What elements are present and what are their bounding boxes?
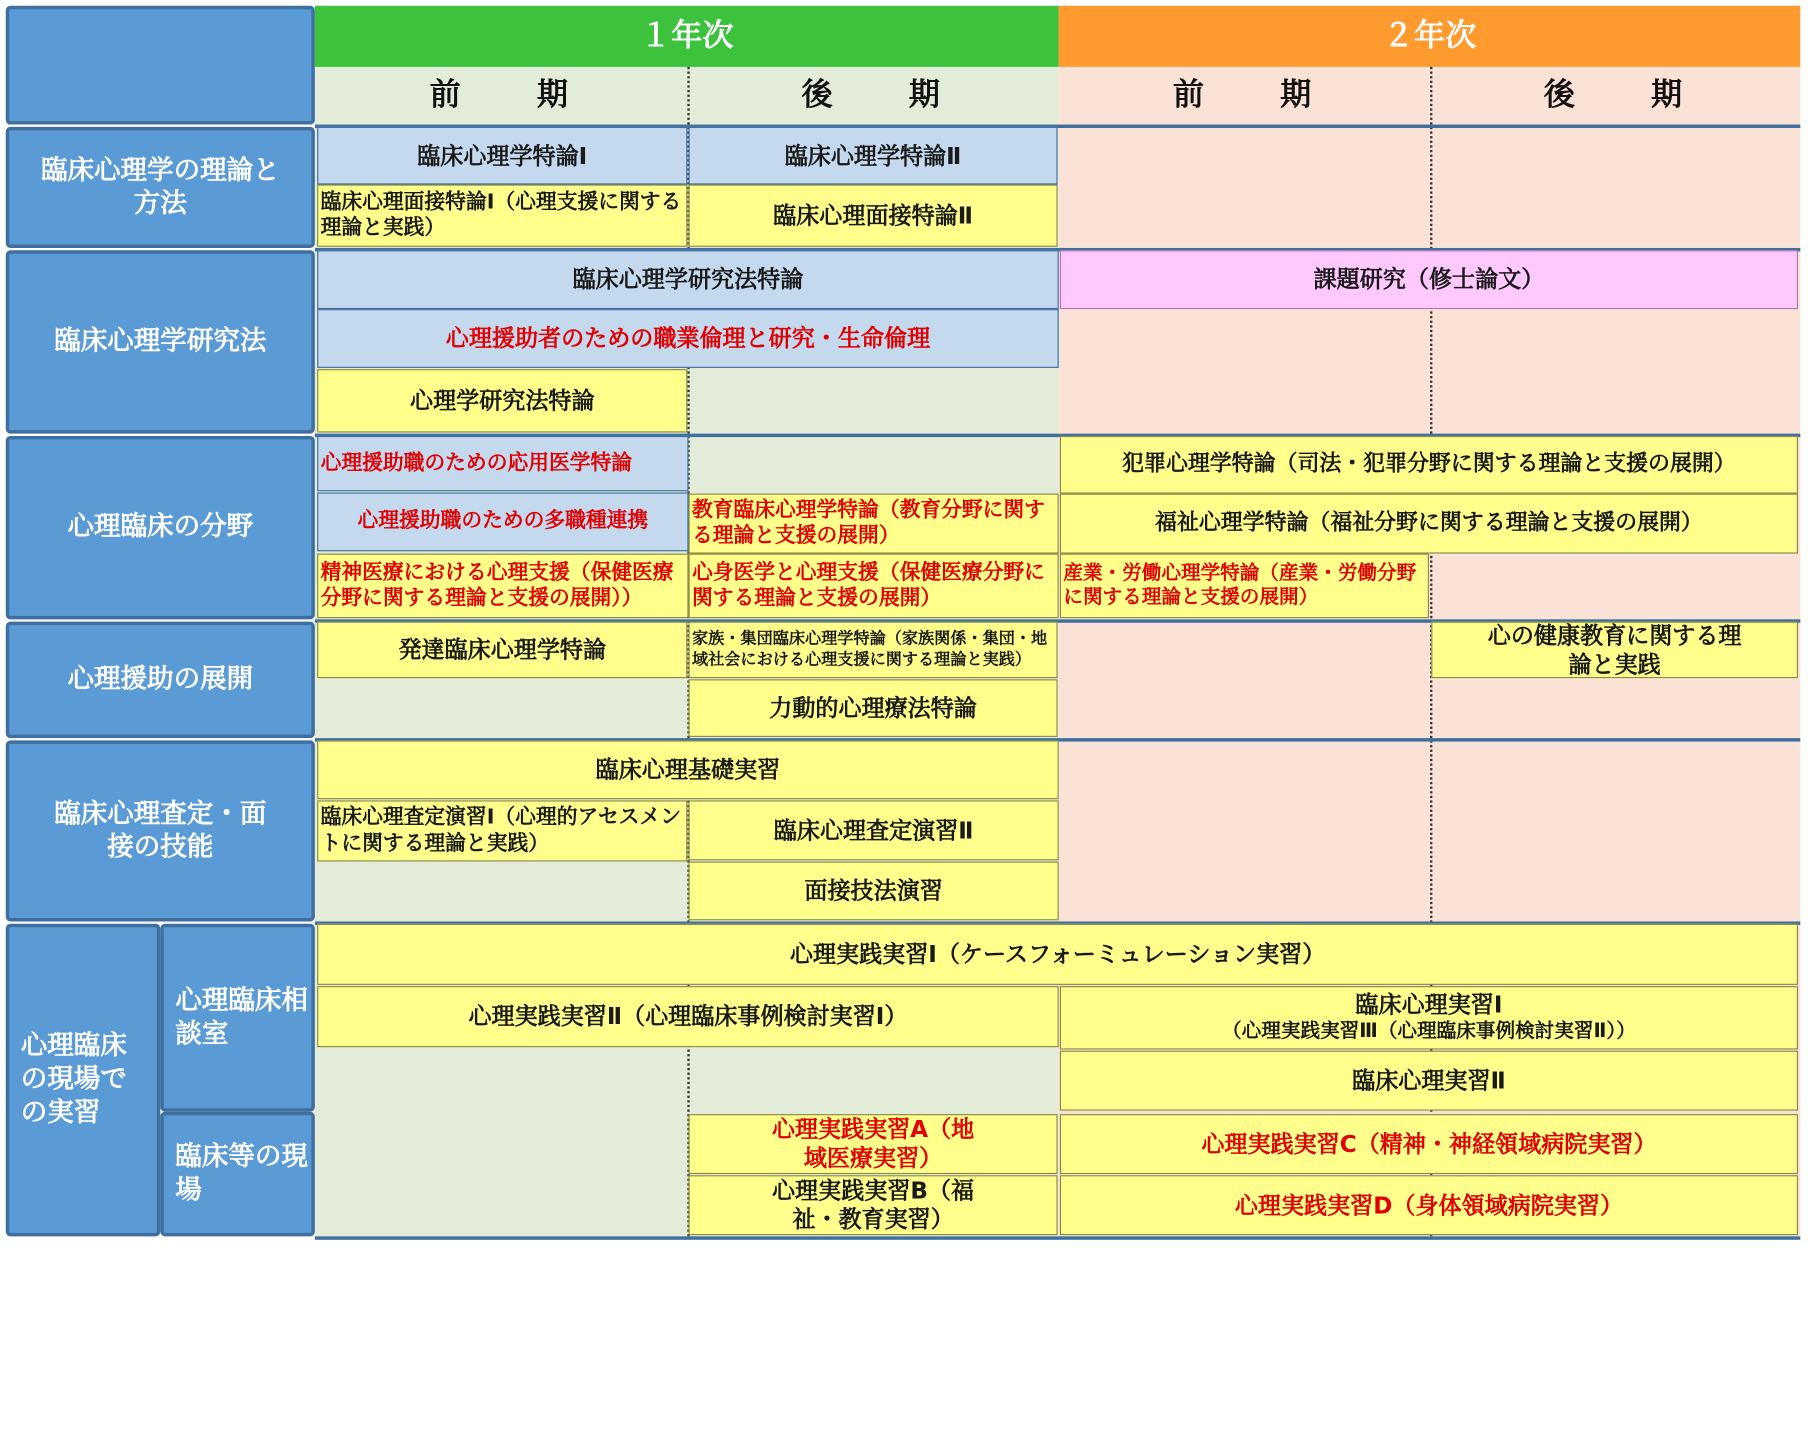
year2-header: ２年次 [1059, 6, 1801, 67]
course-education: 教育臨床心理学特論（教育分野に関する理論と支援の展開） [689, 494, 1059, 554]
course-ethics: 心理援助者のための職業倫理と研究・生命倫理 [317, 309, 1059, 368]
course-basic-practice: 臨床心理基礎実習 [317, 740, 1059, 799]
course-dynamic: 力動的心理療法特論 [689, 679, 1058, 737]
course-development: 発達臨床心理学特論 [317, 622, 687, 679]
category-practice-room: 心理臨床相談室 [160, 924, 315, 1112]
year1-header: １年次 [315, 6, 1059, 67]
course-welfare: 福祉心理学特論（福祉分野に関する理論と支援の展開） [1060, 494, 1798, 554]
course-mental-health: 心の健康教育に関する理論と実践 [1431, 622, 1798, 679]
corner-header [6, 6, 315, 125]
category-practice: 心理臨床の現場での実習 [6, 924, 161, 1237]
course-thesis: 課題研究（修士論文） [1060, 250, 1798, 309]
section-line [315, 1236, 1800, 1239]
course-interview1: 臨床心理面接特論Ⅰ（心理支援に関する理論と実践） [317, 185, 687, 247]
course-clinical1-title: 臨床心理実習Ⅰ [1355, 991, 1503, 1019]
course-multi-job: 心理援助職のための多職種連携 [317, 492, 688, 551]
course-psychiatry: 精神医療における心理支援（保健医療分野に関する理論と支援の展開）） [317, 554, 688, 619]
course-theory1: 臨床心理学特論Ⅰ [317, 127, 687, 185]
category-assistance: 心理援助の展開 [6, 622, 315, 738]
course-practice1: 心理実践実習Ⅰ（ケースフォーミュレーション実習） [317, 924, 1798, 985]
category-practice-field: 臨床等の現場 [160, 1112, 315, 1237]
category-research: 臨床心理学研究法 [6, 250, 315, 433]
course-interview-skill: 面接技法演習 [689, 862, 1059, 921]
category-theory: 臨床心理学の理論と方法 [6, 127, 315, 248]
course-research-method: 臨床心理学研究法特論 [317, 250, 1059, 309]
category-assessment: 臨床心理査定・面接の技能 [6, 740, 315, 921]
course-crime: 犯罪心理学特論（司法・犯罪分野に関する理論と支援の展開） [1060, 436, 1798, 494]
course-clinical1-subtitle: （心理実践実習Ⅲ（心理臨床事例検討実習Ⅱ）） [1222, 1019, 1636, 1044]
term-y1-first: 前 期 [429, 77, 573, 114]
course-practice-a: 心理実践実習A（地域医療実習） [689, 1114, 1058, 1174]
course-assess2: 臨床心理査定演習Ⅱ [689, 800, 1059, 860]
course-practice-c: 心理実践実習C（精神・神経領域病院実習） [1060, 1114, 1798, 1174]
course-psy-research: 心理学研究法特論 [317, 369, 687, 432]
course-theory2: 臨床心理学特論Ⅱ [689, 127, 1058, 185]
course-applied-medicine: 心理援助職のための応用医学特論 [317, 436, 688, 491]
course-assess1: 臨床心理査定演習Ⅰ（心理的アセスメントに関する理論と実践） [317, 800, 687, 861]
course-industry: 産業・労働心理学特論（産業・労働分野に関する理論と支援の展開） [1060, 554, 1429, 619]
course-interview2: 臨床心理面接特論Ⅱ [689, 185, 1058, 247]
course-practice-d: 心理実践実習D（身体領域病院実習） [1060, 1175, 1798, 1235]
course-practice2: 心理実践実習Ⅱ（心理臨床事例検討実習Ⅰ） [317, 986, 1059, 1047]
course-clinical1 [1060, 986, 1798, 1049]
category-fields: 心理臨床の分野 [6, 436, 315, 619]
course-family: 家族・集団臨床心理学特論（家族関係・集団・地域社会における心理支援に関する理論と実践） [689, 622, 1058, 679]
term-y2-first: 前 期 [1172, 77, 1316, 114]
course-clinical2: 臨床心理実習Ⅱ [1060, 1051, 1798, 1111]
course-practice-b: 心理実践実習B（福祉・教育実習） [689, 1175, 1058, 1235]
term-y2-second: 後 期 [1543, 77, 1687, 114]
term-y1-second: 後 期 [801, 77, 945, 114]
course-psychosomatic: 心身医学と心理支援（保健医療分野に関する理論と支援の展開） [689, 554, 1059, 619]
